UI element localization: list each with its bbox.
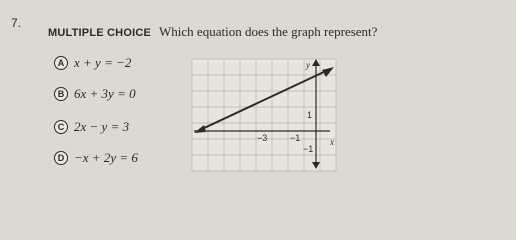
choice-c-letter: C: [54, 120, 68, 134]
question-prompt: Which equation does the graph represent?: [159, 24, 378, 39]
tick-label-y-1: 1: [307, 110, 313, 120]
choice-c-equation: 2x − y = 3: [74, 119, 130, 134]
choice-c[interactable]: [54, 119, 129, 135]
choice-d[interactable]: [54, 150, 138, 166]
tick-label-x-neg1: −1: [290, 133, 301, 143]
tick-label-y-neg1: −1: [303, 144, 314, 154]
choice-a-equation: x + y = −2: [74, 55, 132, 70]
question-number: 7.: [11, 16, 22, 30]
choice-a-letter: A: [54, 56, 68, 70]
multiple-choice-label: MULTIPLE CHOICE: [48, 27, 152, 39]
choice-b[interactable]: [54, 86, 136, 102]
question-header: [48, 24, 377, 40]
choice-d-letter: D: [54, 151, 68, 165]
choice-b-equation: 6x + 3y = 0: [74, 86, 136, 101]
x-axis-label: x: [330, 137, 334, 147]
choice-b-letter: B: [54, 87, 68, 101]
choice-a[interactable]: [54, 55, 131, 71]
y-axis-label: y: [306, 60, 310, 70]
choice-d-equation: −x + 2y = 6: [74, 150, 138, 165]
coordinate-graph: [190, 57, 338, 173]
tick-label-x-neg3: −3: [257, 133, 268, 143]
